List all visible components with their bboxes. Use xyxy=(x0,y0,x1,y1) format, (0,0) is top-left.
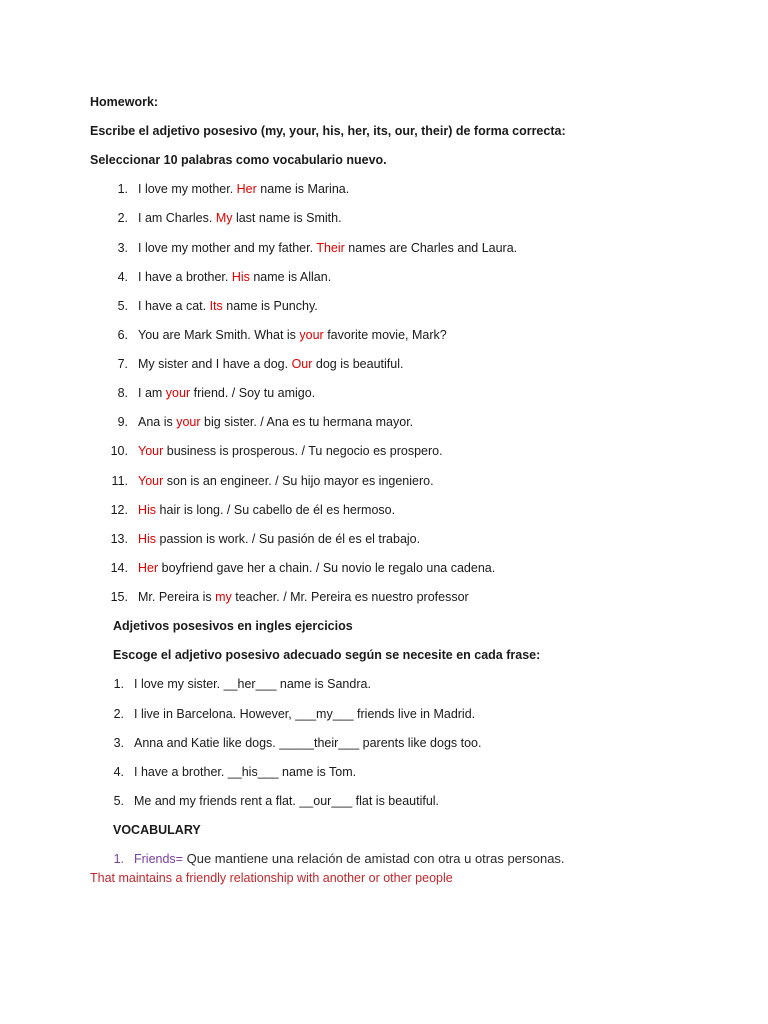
sentence-text: names are Charles and Laura. xyxy=(344,241,518,255)
sentence-text: I have a cat. xyxy=(138,299,210,313)
list-number: 5. xyxy=(113,794,124,808)
list-number: 1. xyxy=(117,182,128,196)
homework-title: Homework: xyxy=(90,95,159,109)
sentence-text: dog is beautiful. xyxy=(312,357,404,371)
list-number: 4. xyxy=(117,270,128,284)
exercise-item xyxy=(106,676,371,692)
list-number: 9. xyxy=(117,415,128,429)
exercise-item xyxy=(106,793,439,809)
vocabulary-title: VOCABULARY xyxy=(113,823,201,837)
answer-word: your xyxy=(299,328,324,342)
vocabulary-item xyxy=(102,851,565,867)
list-item xyxy=(106,473,434,489)
answer-word: Her xyxy=(236,182,257,196)
answer-word: my xyxy=(215,590,232,604)
list-item xyxy=(106,385,315,401)
sentence-text: name is Allan. xyxy=(249,270,332,284)
answer-word: Your xyxy=(138,444,164,458)
list-item xyxy=(106,531,420,547)
list-item xyxy=(106,560,495,576)
exercise-text: I love my sister. __her___ name is Sandra. xyxy=(134,677,371,691)
sentence-text: Ana is xyxy=(138,415,177,429)
list-item xyxy=(106,327,447,343)
list-number: 5. xyxy=(117,299,128,313)
exercise-text: Anna and Katie like dogs. _____their___ parents like dogs too. xyxy=(134,736,482,750)
sentence-text: hair is long. / Su cabello de él es hermoso. xyxy=(156,503,396,517)
list-number: 1. xyxy=(113,677,124,691)
answer-word: Its xyxy=(209,299,223,313)
list-number: 2. xyxy=(117,211,128,225)
exercise-item xyxy=(106,764,356,780)
sentence-text: Mr. Pereira is xyxy=(138,590,216,604)
sentence-text: My sister and I have a dog. xyxy=(138,357,292,371)
exercise-item xyxy=(106,735,481,751)
sentence-text: I love my mother and my father. xyxy=(138,241,317,255)
list-number: 14. xyxy=(110,561,128,575)
section-title-exercises: Adjetivos posesivos en ingles ejercicios xyxy=(113,619,353,633)
exercise-item xyxy=(106,706,475,722)
answer-word: His xyxy=(138,532,157,546)
answer-word: your xyxy=(176,415,201,429)
answer-word: My xyxy=(215,211,233,225)
answer-word: Their xyxy=(316,241,345,255)
answer-word: Her xyxy=(138,561,159,575)
sentence-text: teacher. / Mr. Pereira es nuestro professor xyxy=(231,590,469,604)
answer-word: Our xyxy=(291,357,313,371)
vocabulary-translation: That maintains a friendly relationship with another or other people xyxy=(90,871,453,885)
sentence-text: I love my mother. xyxy=(138,182,237,196)
list-number: 4. xyxy=(113,765,124,779)
answer-word: His xyxy=(231,270,250,284)
list-number: 13. xyxy=(110,532,128,546)
vocabulary-word: Friends= xyxy=(134,852,183,866)
sentence-text: You are Mark Smith. What is xyxy=(138,328,300,342)
list-item xyxy=(106,240,517,256)
sentence-text: passion is work. / Su pasión de él es el trabajo. xyxy=(156,532,421,546)
list-number: 2. xyxy=(113,707,124,721)
instruction-adjectives: Escribe el adjetivo posesivo (my, your, his, her, its, our, their) de forma correcta: xyxy=(90,124,566,138)
sentence-text: I am Charles. xyxy=(138,211,216,225)
sentence-text: friend. / Soy tu amigo. xyxy=(190,386,316,400)
exercise-text: I live in Barcelona. However, ___my___ friends live in Madrid. xyxy=(134,707,476,721)
sentence-text: son is an engineer. / Su hijo mayor es ingeniero. xyxy=(163,474,434,488)
vocabulary-number: 1. xyxy=(113,852,124,866)
list-number: 6. xyxy=(117,328,128,342)
list-number: 8. xyxy=(117,386,128,400)
list-item xyxy=(106,269,331,285)
list-number: 11. xyxy=(111,474,128,488)
list-number: 3. xyxy=(117,241,128,255)
list-item xyxy=(106,298,318,314)
sentence-text: business is prosperous. / Tu negocio es prospero. xyxy=(163,444,443,458)
list-number: 12. xyxy=(110,503,128,517)
list-number: 3. xyxy=(113,736,124,750)
sentence-text: last name is Smith. xyxy=(232,211,342,225)
list-item xyxy=(106,443,443,459)
sentence-text: name is Marina. xyxy=(256,182,350,196)
answer-word: His xyxy=(138,503,157,517)
sentence-text: boyfriend gave her a chain. / Su novio le regalo una cadena. xyxy=(158,561,496,575)
exercise-text: I have a brother. __his___ name is Tom. xyxy=(134,765,357,779)
list-item xyxy=(106,502,395,518)
list-item xyxy=(106,181,349,197)
sentence-text: I am xyxy=(138,386,166,400)
list-item xyxy=(106,414,413,430)
list-item xyxy=(106,356,403,372)
sentence-text: I have a brother. xyxy=(138,270,232,284)
list-number: 7. xyxy=(117,357,128,371)
list-number: 10. xyxy=(110,444,128,458)
exercise-text: Me and my friends rent a flat. __our___ flat is beautiful. xyxy=(134,794,440,808)
list-number: 15. xyxy=(110,590,128,604)
sentence-text: name is Punchy. xyxy=(222,299,318,313)
answer-word: your xyxy=(165,386,191,400)
answer-word: Your xyxy=(138,474,164,488)
list-item xyxy=(106,210,342,226)
list-item xyxy=(106,589,469,605)
sentence-text: big sister. / Ana es tu hermana mayor. xyxy=(200,415,414,429)
instruction-vocabulary: Seleccionar 10 palabras como vocabulario nuevo. xyxy=(90,153,387,167)
vocabulary-definition: Que mantiene una relación de amistad con otra u otras personas. xyxy=(182,851,565,866)
sentence-text: favorite movie, Mark? xyxy=(323,328,447,342)
section-instruction: Escoge el adjetivo posesivo adecuado según se necesite en cada frase: xyxy=(113,648,541,662)
